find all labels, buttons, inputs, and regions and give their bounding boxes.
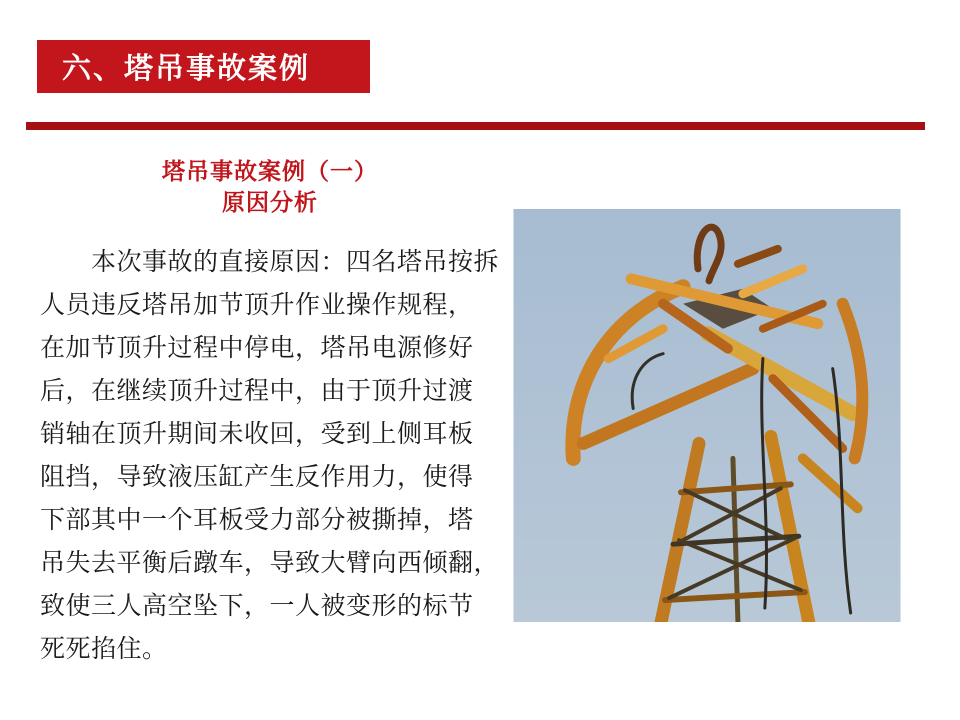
body-line: 后，在继续顶升过程中，由于顶升过渡 [40, 377, 474, 405]
subtitle-line1: 塔吊事故案例（一） [162, 158, 378, 184]
section-banner [37, 40, 370, 93]
subtitle [40, 156, 500, 218]
body-text [40, 241, 505, 671]
subtitle-line2: 原因分析 [222, 189, 318, 215]
body-line: 本次事故的直接原因：四名塔吊按拆 [40, 248, 500, 276]
crane-photo [513, 209, 901, 622]
body-line: 致使三人高空坠下，一人被变形的标节 [40, 592, 474, 620]
body-line: 死死掐住。 [40, 635, 168, 663]
body-line: 销轴在顶升期间未收回，受到上侧耳板 [40, 420, 474, 448]
body-line: 人员违反塔吊加节顶升作业操作规程， [40, 291, 474, 319]
body-line: 阻挡，导致液压缸产生反作用力，使得 [40, 463, 474, 491]
title-rule [26, 122, 925, 130]
section-banner-label: 六、塔吊事故案例 [62, 53, 311, 85]
crane-photo-graphic [513, 209, 901, 622]
body-line: 下部其中一个耳板受力部分被撕掉，塔 [40, 506, 474, 534]
body-line: 吊失去平衡后蹾车，导致大臂向西倾翻， [40, 549, 500, 577]
body-line: 在加节顶升过程中停电，塔吊电源修好 [40, 334, 474, 362]
